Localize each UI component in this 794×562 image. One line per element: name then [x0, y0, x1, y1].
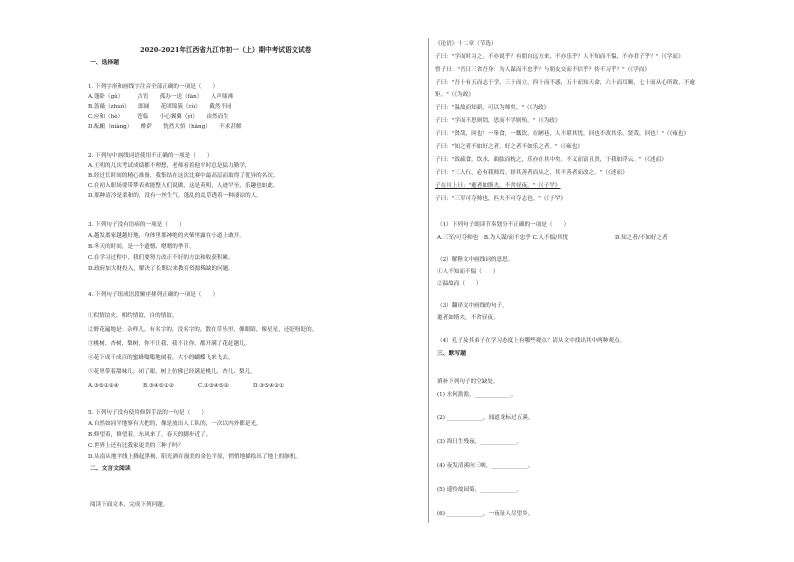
sentence-item: ①似情谊火，相约情谊，自的情谊。 [88, 313, 178, 319]
option: D.那种清冷是柔和的，没有一丝生气，蓬乱的乱草透着一种凄凉的人。 [88, 193, 262, 199]
option: C.在学习过程中，我们要努力改正不好的方法和收获积累。 [88, 255, 234, 261]
fill-item: (6) _____________，一夜征人尽望乡。 [437, 511, 534, 517]
question-stem: 5. 下列句子没有使用修辞手法的一句是（ ） [88, 410, 207, 416]
option: D.酝酿（niàng） 酢萨 恍然大悟（hǎng） 不求甚解 [88, 124, 242, 130]
passage-line: 子曰："三人行，必有我师焉。择其善者而从之，其不善者而改之。"（《述而》 [435, 170, 628, 176]
question-stem: （1）下列句子朗读节奏划分不正确的一项是（ ） [437, 222, 570, 228]
passage-line: 子曰："三军可夺帅也，匹夫不可夺志也。"（《子罕》 [435, 196, 567, 202]
option: B.修望着，修望着，东风来了，春天的脚步近了。 [88, 432, 212, 438]
option: A.三军/可夺帅也 B.为人谋/而不忠乎 C.人不愠/其忧 [437, 235, 569, 241]
option: B.蔷薇（zhuó） 郎阔 花团锦簇（cù） 截然不同 [88, 104, 232, 110]
page-title: 2020-2021年江西省九江市初一（上）期中考试语文试卷 [140, 46, 312, 54]
option: A.③⑤①②④ [88, 383, 119, 389]
question-stem: 4. 下列句子组成语段顺序排列正确的一项是（ ） [88, 292, 219, 298]
option: B.冬天的时间，是一个遗憾、嗯嗯的季节。 [88, 244, 195, 250]
sub-item: ②温故而（ ） [437, 281, 482, 287]
fill-item: (4) 夜发清溪向三峡，_____________。 [437, 463, 534, 469]
option: A.蓬卧（gǔ） 吉宵 孤办一送（fàn） 人声鼎沸 [88, 94, 234, 100]
option: D.政府加大财投入，解决了长期以来教育资源稀缺的问题。 [88, 266, 234, 272]
option: B.经过长时间的精心准备，我集结在这次比赛中最高层而取得了优异的名次。 [88, 173, 279, 179]
sentence-item: ②野花遍地是：杂样儿，有名字的，没名字的，散在草丛里，像眼睛，像星星，还眨呀眨的。 [88, 327, 318, 333]
option: A.王明的几次考试成绩都不理想，老师看着他平时总是猛力勤学， [88, 163, 251, 169]
fill-item: (5) 遥怜故园菊，_____________。 [437, 487, 523, 493]
option: D.知之者/不如好之者 [615, 235, 668, 241]
sub-item: 逝者如斯夫，不舍昼夜。 [437, 315, 499, 321]
passage-line: 矩。"（《为政》 [435, 92, 474, 98]
passage-line: 子曰："学而时习之，不亦说乎？有朋自远方来，不亦乐乎？人不知而不愠，不亦君子乎？"（《学而》 [435, 54, 684, 60]
fill-item: (2) _____________，闻道龙标过五溪。 [437, 415, 534, 421]
option: A.自然如同平地寥有大把的，像是放出人工队的，一次以内外都是光。 [88, 421, 262, 427]
passage-line: 子曰："温故而知新，可以为师矣。"（《为政》 [435, 105, 550, 111]
option: C.①③④⑤② [198, 383, 229, 389]
sentence-item: ③桃树、杏树、梨树，你不让我，我不让你，都开满了花赶趟儿。 [88, 341, 251, 347]
passage-line: 子曰："知之者不如好之者，好之者不如乐之者。"（《雍也》 [435, 144, 583, 150]
fill-item: (1) 水何澹澹，_____________。 [437, 392, 517, 398]
question-stem: 2. 下列句中画线词语使用不正确的一项是（ ） [88, 153, 213, 159]
sentence-item: ⑤花里带着甜味儿；闭了眼，树上仿佛已经满是桃儿、杏儿、梨儿。 [88, 369, 256, 375]
passage-line: 子在川上曰："逝者如斯夫，不舍昼夜。"（《子罕》 [435, 183, 561, 189]
passage-line: 曾子曰："吾日三省吾身：为人谋而不忠乎？与朋友交而不信乎？传不习乎？"（《学而》 [435, 67, 650, 73]
question-stem: 1. 下列字形和画线字注音全部正确的一项是（ ） [88, 84, 219, 90]
passage-line: 子曰："贤哉，回也！一箪食，一瓢饮，在陋巷，人不堪其忧，回也不改其乐。贤哉，回也！"（《雍也》 [435, 131, 690, 137]
option: B.③④⑤①② [143, 383, 174, 389]
option: D.③⑤④②① [253, 383, 285, 389]
passage-line: 子曰："吾十有五而志于学，三十而立，四十而不惑，五十而知天命，六十而耳顺，七十而从心所欲，不逾 [435, 80, 695, 86]
question-stem: （4）孔子及其弟子在学习态度上有哪些观点？请从文中找出其中两种观点。 [437, 338, 626, 344]
option: C.在初入职场要带梦表欢能整人们说做，这是英明，人迹罕至，乐趣也如此。 [88, 183, 279, 189]
column-divider [428, 38, 429, 523]
section-heading: 三、默写题 [437, 351, 466, 357]
sub-item: ①人不知而不愠（ ） [437, 269, 499, 275]
section-heading: 二、文言文阅读 [90, 466, 131, 472]
option: C.世界上还有比我家更美的三种子吗？ [88, 443, 184, 449]
passage-heading: 《论语》十二章（节选） [435, 41, 497, 47]
option: C.应和（hè） 苍临 小心翼翼（yì） 由然而生 [88, 114, 229, 120]
question-stem: （3）翻译文中画线的句子。 [437, 303, 508, 309]
passage-line: 子曰："学而不思则罔，思而不学则殆。"（《为政》 [435, 118, 561, 124]
option: A.越发离家越越好地，身体里那神绝的火柴里露在小道上敢开。 [88, 233, 245, 239]
question-stem: （2）解释文中画线词的意思。 [437, 257, 514, 263]
fill-item: (3) 海日生残夜，_____________。 [437, 439, 523, 445]
option: D.从南从地平线上腾起黑褐，阳光洒在漫美的金色平原，悄悄地描绘出了地上的脉机。 [88, 454, 302, 460]
question-stem: 3. 下列句子没有语病的一项是（ ） [88, 222, 185, 228]
fill-intro: 填补下列句子的空缺处。 [437, 379, 499, 385]
sentence-item: ④花下成千成百的蜜蜂嗡嗡地闹着，大小的蝴蝶飞来飞去。 [88, 355, 234, 361]
section-heading: 一、选择题 [90, 60, 119, 66]
passage-line: 子曰："饭疏食，饮水，曲肱而枕之，乐亦在其中矣。不义而富且贵，于我如浮云。"（《述而》 [435, 157, 667, 163]
reading-instruction: 阅读下面文本，完成下列问题。 [90, 502, 169, 508]
